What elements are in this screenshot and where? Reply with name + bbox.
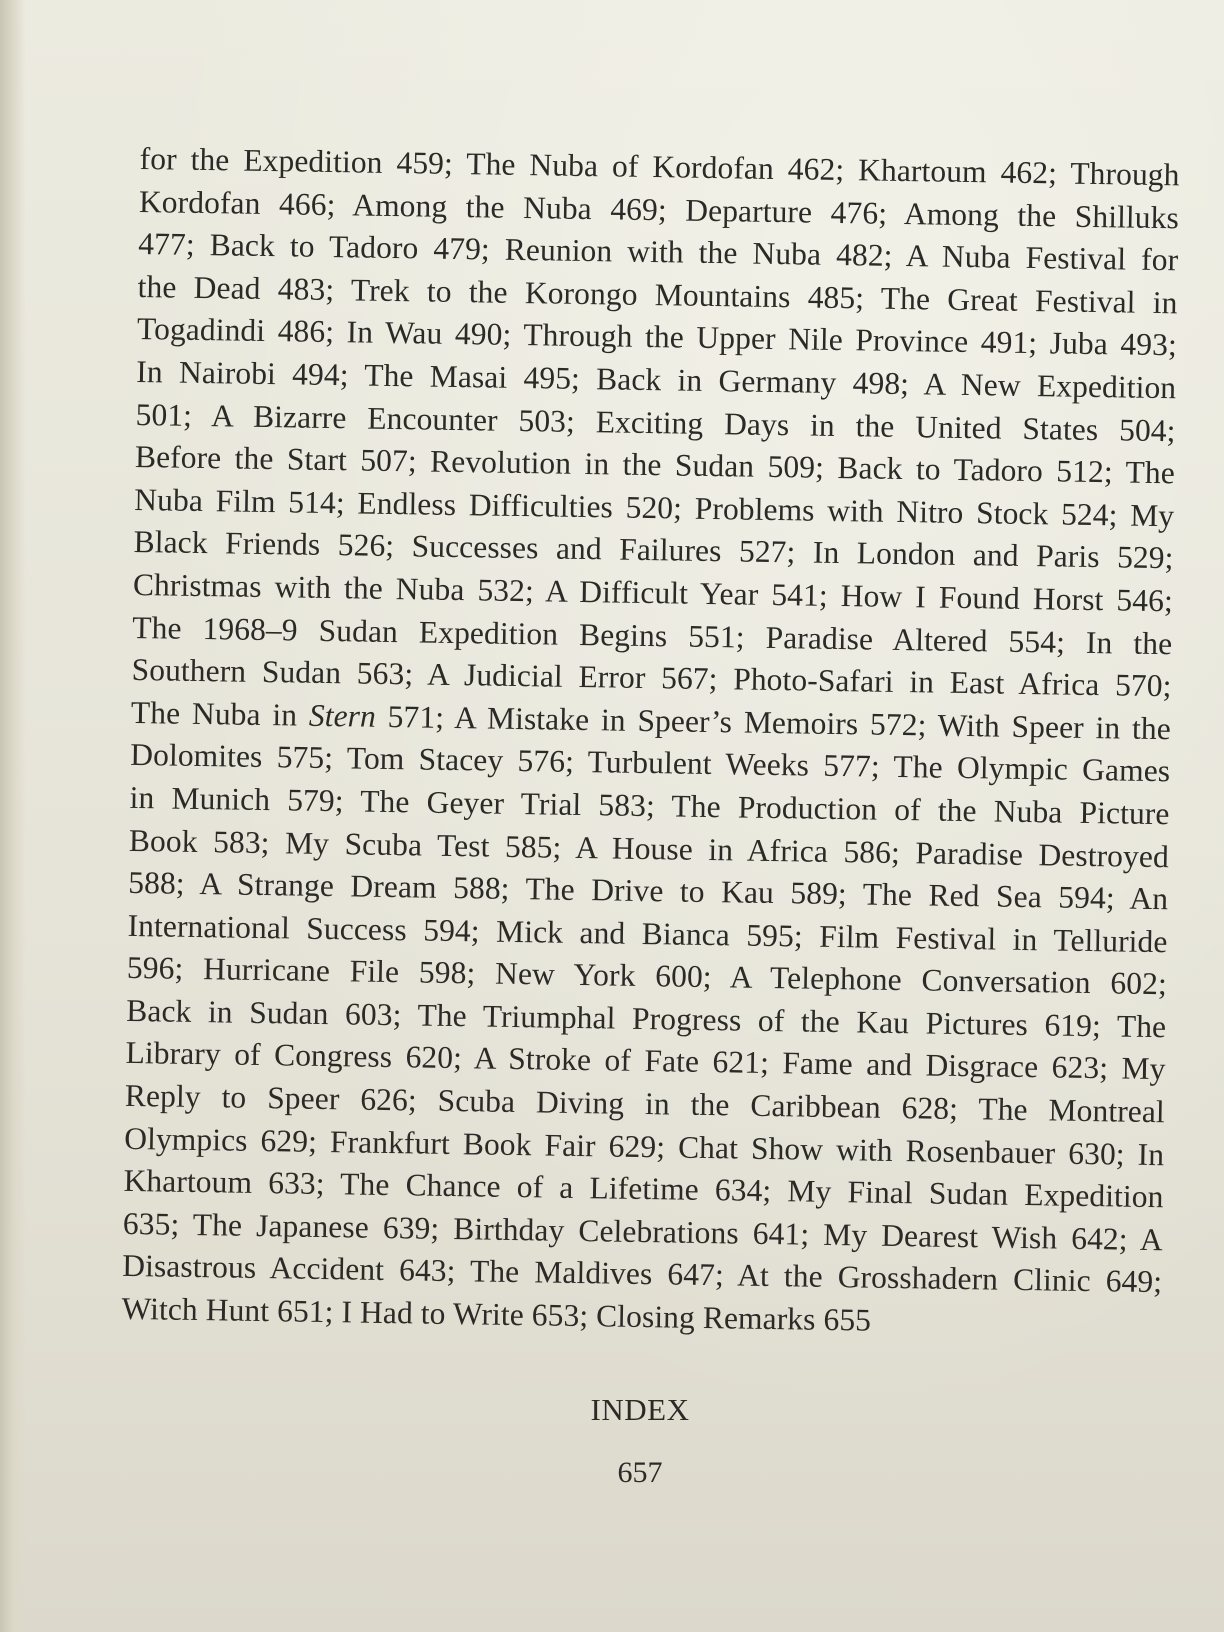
contents-text-block [121,138,1180,1347]
contents-line-suffix: 571; A Mistake in Speer’s Memoirs 572; With Speer in the [375,698,1172,746]
contents-line: The 1968–9 Sudan Expedition Begins 551; Paradise Altered 554; In the [132,609,1173,661]
contents-line: Togadindi 486; In Wau 490; Through the Upper Nile Province 491; Juba 493; [136,311,1178,363]
contents-line: International Success 594; Mick and Bianca 595; Film Festival in Telluride [127,907,1168,959]
contents-line: Reply to Speer 626; Scuba Diving in the Caribbean 628; The Montreal [124,1077,1166,1130]
contents-line-last: Witch Hunt 651; I Had to Write 653; Closing Remarks 655 [121,1290,872,1338]
contents-line: the Dead 483; Trek to the Korongo Mountains 485; The Great Festival in [137,268,1178,321]
italic-title-stern: Stern [308,697,377,734]
contents-line: Kordofan 466; Among the Nuba 469; Departure 476; Among the Shilluks [138,183,1180,235]
index-heading: INDEX [590,1392,690,1427]
contents-line: Southern Sudan 563; A Judicial Error 567; Photo-Safari in East Africa 570; [131,652,1172,704]
contents-line: Nuba Film 514; Endless Difficulties 520; Problems with Nitro Stock 524; My [134,481,1175,534]
contents-line: Khartoum 633; The Chance of a Lifetime 634; My Final Sudan Expedition [123,1163,1164,1215]
contents-line: Back in Sudan 603; The Triumphal Progress of the Kau Pictures 619; The [126,992,1167,1045]
contents-line: In Nairobi 494; The Masai 495; Back in Germany 498; A New Expedition [136,353,1177,406]
contents-line: for the Expedition 459; The Nuba of Kordofan 462; Khartoum 462; Through [139,140,1180,193]
book-gutter-shadow [0,0,26,1632]
index-page-number: 657 [617,1456,663,1489]
contents-line: 596; Hurricane File 598; New York 600; A Telephone Conversation 602; [126,950,1168,1002]
contents-line: Dolomites 575; Tom Stacey 576; Turbulent Weeks 577; The Olympic Games [130,737,1171,789]
contents-line: Disastrous Accident 643; The Maldives 647; At the Grosshadern Clinic 649; [122,1248,1163,1300]
contents-line: 635; The Japanese 639; Birthday Celebrations 641; My Dearest Wish 642; A [122,1205,1164,1258]
contents-line: Black Friends 526; Successes and Failures 527; In London and Paris 529; [133,524,1174,576]
contents-line: Christmas with the Nuba 532; A Difficult Year 541; How I Found Horst 546; [132,566,1174,619]
contents-line: Book 583; My Scuba Test 585; A House in Africa 586; Paradise Destroyed [128,822,1170,874]
contents-line-prefix: The Nuba in [130,694,310,733]
contents-line: 477; Back to Tadoro 479; Reunion with the Nuba 482; A Nuba Festival for [138,226,1179,278]
contents-line: 501; A Bizarre Encounter 503; Exciting Days in the United States 504; [135,396,1176,448]
contents-line: Olympics 629; Frankfurt Book Fair 629; Chat Show with Rosenbauer 630; In [124,1120,1165,1172]
contents-line: in Munich 579; The Geyer Trial 583; The Production of the Nuba Picture [129,779,1170,832]
contents-line: Before the Start 507; Revolution in the Sudan 509; Back to Tadoro 512; The [134,439,1176,491]
contents-line: Library of Congress 620; A Stroke of Fate 621; Fame and Disgrace 623; My [125,1035,1166,1087]
contents-line: 588; A Strange Dream 588; The Drive to Kau 589; The Red Sea 594; An [128,865,1169,917]
